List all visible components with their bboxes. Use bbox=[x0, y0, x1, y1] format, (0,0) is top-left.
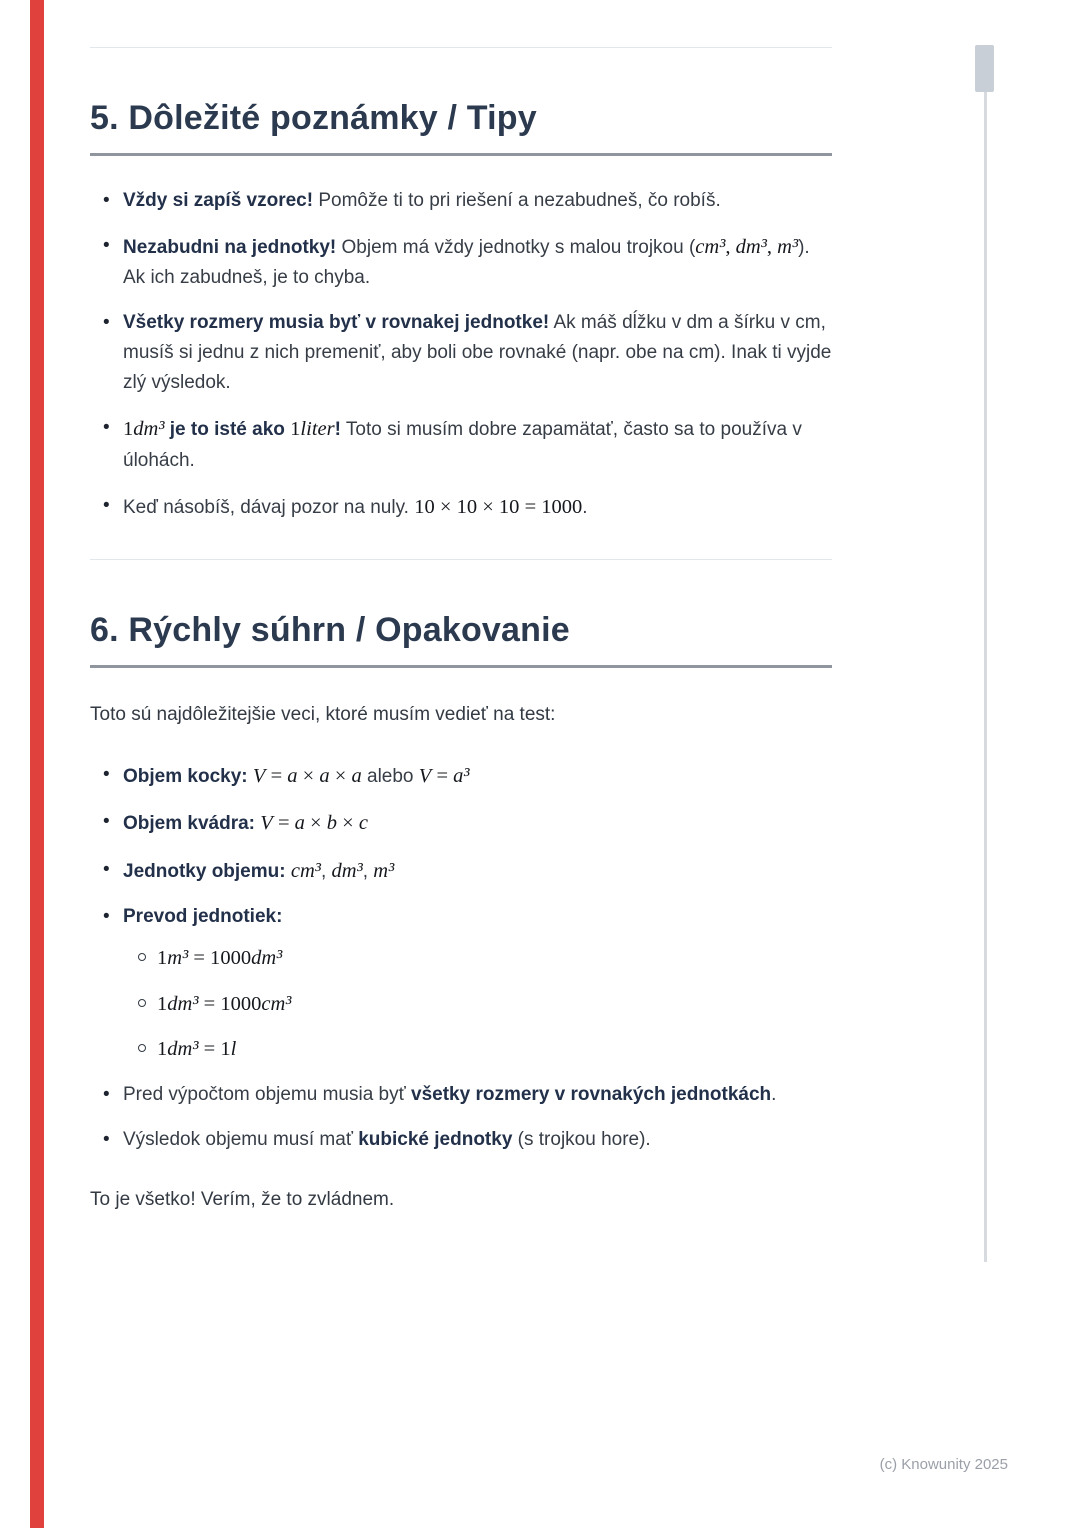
list-item bbox=[103, 760, 832, 792]
text-segment: dm³ bbox=[331, 859, 363, 882]
text-segment: Výsledok objemu musí mať bbox=[123, 1129, 359, 1151]
text-segment: , bbox=[766, 235, 778, 258]
list-item bbox=[103, 902, 832, 1065]
list-item bbox=[103, 1080, 832, 1110]
text-segment: = 1 bbox=[198, 1037, 231, 1060]
text-segment: l bbox=[230, 1037, 237, 1060]
text-segment: liter bbox=[300, 418, 335, 441]
text-segment: × bbox=[297, 764, 320, 787]
text-segment: Všetky rozmery musia byť v rovnakej jednotke! bbox=[123, 312, 550, 334]
text-segment: Objem má vždy jednotky s malou trojkou ( bbox=[336, 236, 696, 258]
text-segment: = bbox=[265, 764, 288, 787]
text-segment: V bbox=[260, 812, 273, 835]
section6-outro: To je všetko! Verím, že to zvládnem. bbox=[90, 1189, 395, 1211]
footer-copyright: (c) Knowunity 2025 bbox=[879, 1456, 1008, 1473]
text-segment: a³ bbox=[453, 764, 470, 787]
section5-bullet-list bbox=[90, 186, 832, 523]
section6-heading-rule bbox=[90, 665, 832, 668]
text-segment: , bbox=[320, 860, 332, 882]
list-item bbox=[103, 308, 832, 398]
scrollbar-track[interactable] bbox=[984, 46, 987, 1262]
text-segment: alebo bbox=[361, 765, 419, 787]
section5-title: 5. Dôležité poznámky / Tipy bbox=[90, 99, 537, 137]
text-segment: a bbox=[351, 764, 362, 787]
list-item bbox=[103, 1125, 832, 1155]
text-segment: b bbox=[326, 812, 338, 835]
text-segment: cm³ bbox=[290, 859, 321, 882]
text-segment: 1 bbox=[157, 992, 168, 1015]
text-segment: m³ bbox=[373, 859, 395, 882]
text-segment: = bbox=[272, 812, 295, 835]
mid-divider bbox=[90, 559, 832, 560]
text-segment: Ak máš dĺžku v dm a šírku v cm, musíš si jednu z nich premeniť, aby boli obe rovnaké (napr. obe na cm). Inak ti vyjde zlý výsledok. bbox=[123, 312, 832, 394]
text-segment: × bbox=[329, 764, 352, 787]
text-segment: = 1000 bbox=[198, 992, 262, 1015]
text-segment: m³ bbox=[777, 235, 799, 258]
text-segment: , bbox=[362, 860, 374, 882]
text-segment: . bbox=[582, 496, 588, 518]
list-item bbox=[103, 491, 832, 523]
text-segment: Objem kvádra: bbox=[123, 813, 261, 835]
sub-list-item bbox=[135, 1033, 832, 1065]
text-segment: Jednotky objemu: bbox=[123, 860, 291, 882]
text-segment: 1 bbox=[290, 418, 301, 441]
text-segment: ). Ak ich zabudneš, je to chyba. bbox=[123, 236, 810, 289]
text-segment: Toto si musím dobre zapamätať, často sa to používa v úlohách. bbox=[123, 419, 802, 471]
text-segment: 1 bbox=[123, 418, 134, 441]
text-segment: × bbox=[304, 812, 327, 835]
list-item bbox=[103, 186, 832, 216]
sub-list bbox=[123, 942, 832, 1065]
text-segment: Prevod jednotiek: bbox=[123, 906, 283, 928]
text-segment: kubické jednotky bbox=[358, 1129, 513, 1151]
page-accent-strip bbox=[30, 0, 44, 1528]
text-segment: všetky rozmery v rovnakých jednotkách bbox=[411, 1084, 772, 1106]
text-segment: V bbox=[418, 764, 432, 787]
section5-heading-rule bbox=[90, 153, 832, 156]
text-segment: ! bbox=[334, 419, 341, 441]
list-item bbox=[103, 807, 832, 839]
text-segment: m³ bbox=[167, 947, 189, 970]
sub-list-item bbox=[135, 988, 832, 1020]
text-segment: , bbox=[725, 235, 736, 258]
text-segment: cm³ bbox=[695, 235, 726, 258]
text-segment: dm³ bbox=[133, 418, 165, 441]
text-segment: 1 bbox=[157, 1037, 168, 1060]
text-segment: 1 bbox=[157, 947, 168, 970]
list-item bbox=[103, 231, 832, 293]
list-item bbox=[103, 413, 832, 475]
text-segment: a bbox=[287, 764, 298, 787]
text-segment: Vždy si zapíš vzorec! bbox=[123, 189, 314, 211]
page-content bbox=[90, 0, 832, 1215]
text-segment: dm³ bbox=[167, 1037, 199, 1060]
text-segment: Pomôže ti to pri riešení a nezabudneš, čo robíš. bbox=[313, 189, 721, 211]
text-segment: dm³ bbox=[251, 947, 283, 970]
list-item bbox=[103, 855, 832, 887]
text-segment: a bbox=[294, 812, 305, 835]
section6-bullet-list bbox=[90, 760, 832, 1155]
text-segment: cm³ bbox=[261, 992, 292, 1015]
sub-list-item bbox=[135, 942, 832, 974]
text-segment: 10 × 10 × 10 = 1000 bbox=[414, 495, 583, 518]
text-segment: a bbox=[319, 764, 330, 787]
text-segment: × bbox=[337, 812, 359, 835]
section6-title: 6. Rýchly súhrn / Opakovanie bbox=[90, 611, 570, 650]
text-segment: dm³ bbox=[167, 992, 199, 1015]
text-segment: je to isté ako bbox=[169, 419, 291, 441]
text-segment: Objem kocky: bbox=[123, 765, 253, 787]
top-divider bbox=[90, 47, 832, 48]
scrollbar-thumb[interactable] bbox=[975, 45, 994, 92]
text-segment: . bbox=[771, 1084, 777, 1106]
section6-intro: Toto sú najdôležitejšie veci, ktoré musím vedieť na test: bbox=[90, 703, 556, 725]
text-segment: Pred výpočtom objemu musia byť bbox=[123, 1084, 412, 1106]
text-segment: dm³ bbox=[735, 235, 767, 258]
text-segment: c bbox=[358, 812, 368, 835]
text-segment: V bbox=[252, 764, 266, 787]
text-segment: Keď násobíš, dávaj pozor na nuly. bbox=[123, 496, 415, 518]
text-segment: (s trojkou hore). bbox=[512, 1129, 651, 1151]
text-segment: = bbox=[431, 764, 454, 787]
text-segment: = 1000 bbox=[188, 947, 252, 970]
text-segment: Nezabudni na jednotky! bbox=[123, 236, 337, 258]
